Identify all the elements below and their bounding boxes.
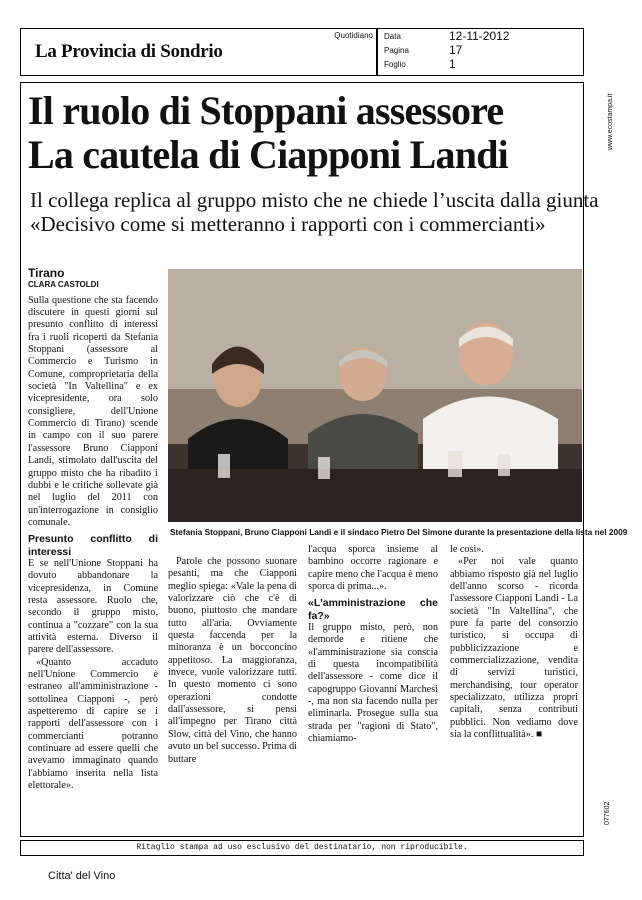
masthead-box (20, 28, 378, 76)
subheading-conflict: Presunto conflitto di interessi (28, 533, 158, 558)
side-url: www.ecostampa.it (607, 93, 614, 150)
page-label: Pagina (384, 46, 409, 55)
paragraph: Sulla questione che sta facendo discutere in questi giorni sul presunto conflitto di interessi fra i ruoli ricoperti da Stefania Stoppani (assessore al Commercio e Turismo in Comune, comproprietaria della società "In Valtellina" e ex vicepresidente, ora solo consigliere, dell'Unione Commercio di Tirano) scende in campo con il suo parere l'assessore Bruno Ciapponi Landi, stimolato dall'uscita del gruppo misto che ha ribadito i dubbi e le critiche sollevate già nel luglio del 2011 con un'interrogazione in consiglio comunale. (28, 294, 158, 528)
column-1 (28, 267, 158, 792)
reproduction-notice: Ritaglio stampa ad uso esclusivo del destinatario, non riproducibile. (20, 840, 584, 856)
paragraph: E se nell'Unione Stoppani ha dovuto abbandonare la vicepresidenza, in Comune resta assessore. Ruolo che, secondo il gruppo misto, continua a "cozzare" con la sua attività esterna. Diverso il parere dell'assessore. (28, 557, 158, 656)
date-label: Data (384, 32, 401, 41)
photo (168, 269, 582, 522)
paragraph: «Quanto accaduto nell'Unione Commercio è estraneo all'amministrazione - sottolinea Ciapponi -, però aspetteremo di capire se i rapporti dell'assessore con i commercianti potranno continuare ad essere quelli che avevamo immaginato quando l'abbiamo inserita nella lista elettorale». (28, 656, 158, 792)
publication-type: Quotidiano (334, 31, 373, 40)
headline-line-2: La cautela di Ciapponi Landi (28, 132, 508, 177)
column-3 (308, 544, 438, 746)
paragraph: Parole che possono suonare pesanti, ma che Ciapponi meglio spiega: «Vale la pena di valorizzare ciò che c'è di buono, piuttosto che mandare tutto all'aria. Ovviamente questa faccenda per la minoranza è un bocconcino appetitoso. La maggioranza, invece, vuole valorizzare tutti. In questo momento ci sono operazioni condotte dall'assessore, si pensi all'impegno per Tirano città Slow, città del Vino, che hanno avuto un bel successo. Prima di buttare (168, 556, 297, 765)
column-2 (168, 556, 297, 766)
paragraph: «Per noi vale quanto abbiamo risposto già nel luglio dell'anno scorso - ricorda l'assessore Ciapponi Landi - La società "In Valtellina", che pure fa parte del consorzio turistico, si occupa di pubblicizzazione e commercializzazione, vendita di servizi turistici, merchandising, tour operator specializzato, utilizza propri capitali, senza contributi pubblici. Non vediamo dove sia la conflittualità». ■ (450, 556, 579, 741)
deck-line-1: Il collega replica al gruppo misto che ne chiede l’uscita dalla giunta (30, 188, 599, 212)
subheading-administration: «L'amministrazione che fa?» (308, 597, 438, 622)
paragraph: l'acqua sporca insieme al bambino occorre ragionare e capire meno che l'acqua è meno sporca di prima...». (308, 544, 438, 593)
photo-caption: Stefania Stoppani, Bruno Ciapponi Landi e il sindaco Pietro Del Simone durante la presentazione della lista nel 2009 (170, 527, 628, 537)
dateline: Tirano (28, 266, 65, 280)
deck-line-2: «Decisivo come si metteranno i rapporti con i commercianti» (30, 212, 546, 236)
author-byline: CLARA CASTOLDI (28, 280, 99, 290)
newspaper-name: La Provincia di Sondrio (35, 41, 223, 62)
date-value: 12-11-2012 (449, 29, 510, 43)
page-value: 17 (449, 43, 463, 57)
paragraph: le così». (450, 544, 484, 555)
column-4 (450, 544, 578, 742)
photo-illustration (168, 269, 582, 522)
metadata-box (376, 28, 584, 76)
sheet-label: Foglio (384, 60, 406, 69)
side-code: 077602 (604, 801, 611, 825)
section-label: Citta' del Vino (48, 870, 116, 882)
paragraph: Il gruppo misto, però, non demorde e ritiene che «l'amministrazione sia conscia di questa incompatibilità dell'assessore - come dice il capogruppo Giovanni Marchesi -, ma non sta facendo nulla per eliminarla. Prosegue sulla sua strada per "ragioni di Stato", chiamiamo- (308, 622, 438, 745)
sheet-value: 1 (449, 57, 456, 71)
headline-line-1: Il ruolo di Stoppani assessore (28, 88, 504, 133)
